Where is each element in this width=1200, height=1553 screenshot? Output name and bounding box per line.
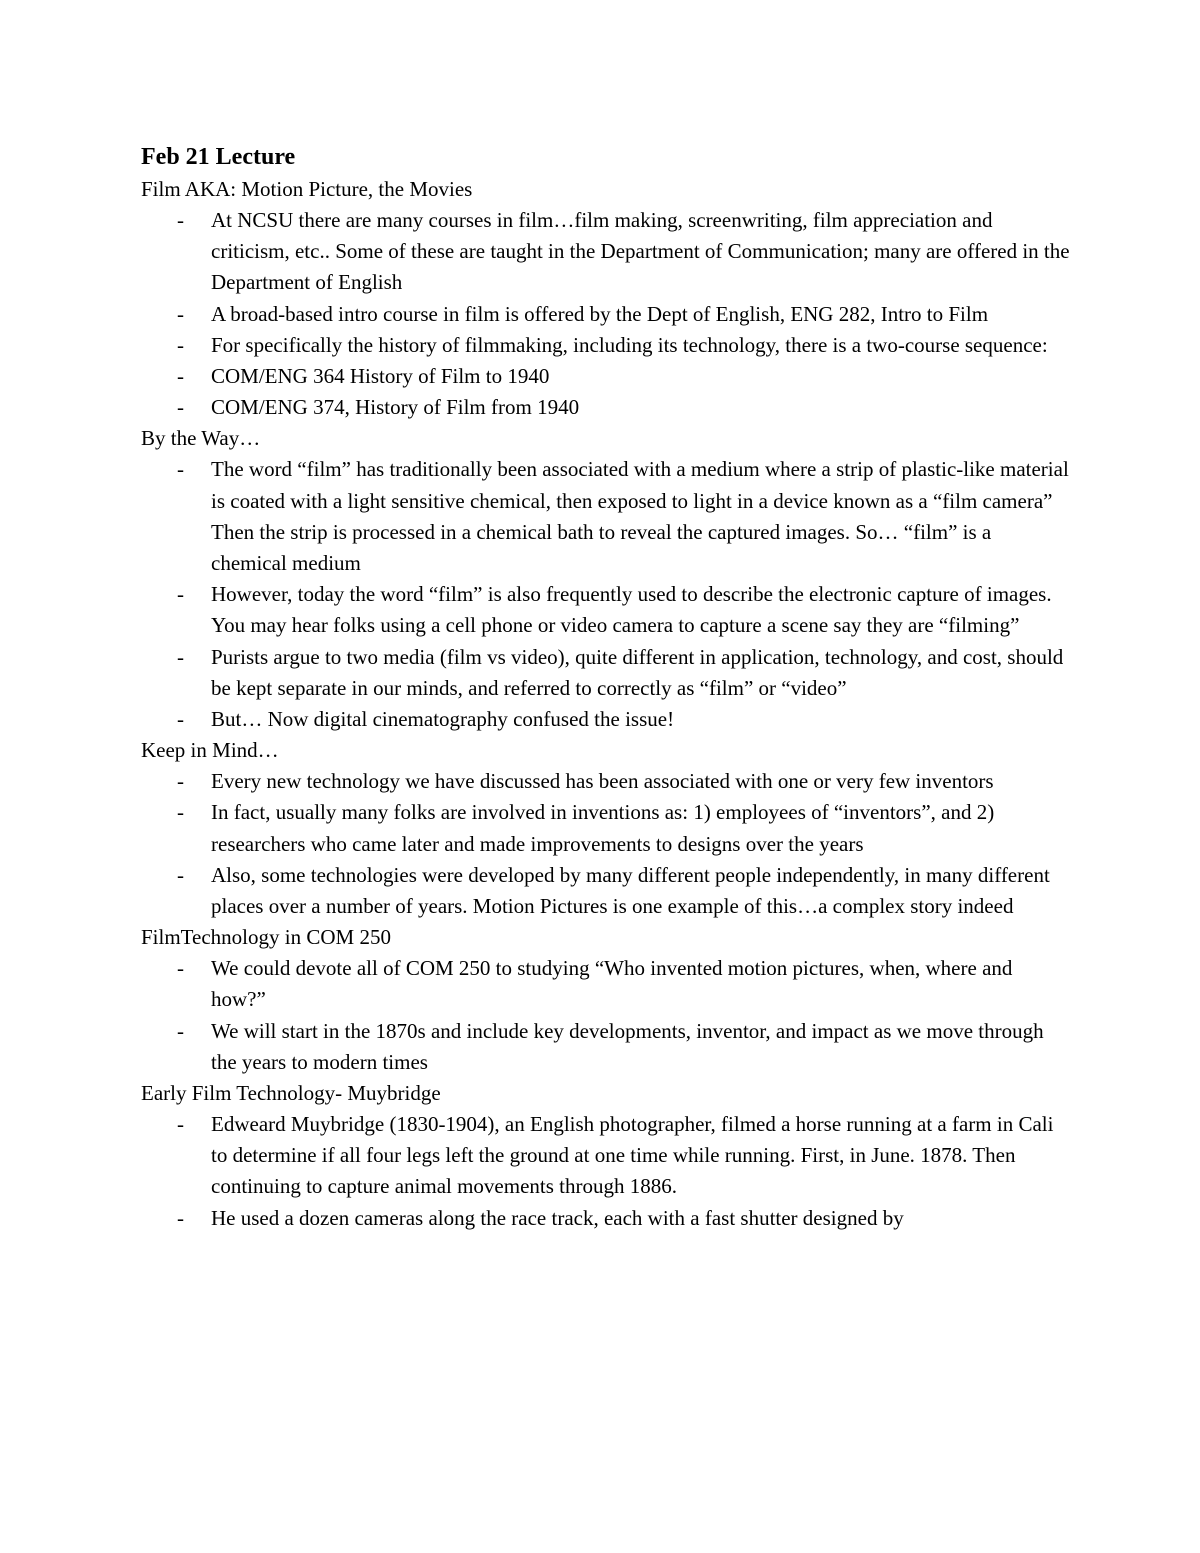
list-item-text: Every new technology we have discussed has been associated with one or very few inventors [211, 769, 994, 794]
list-item-text: Also, some technologies were developed by many different people independently, in many different places over a number of years. Motion Pictures is one example of this…a complex story indeed [211, 862, 1050, 919]
list-item [141, 642, 1071, 704]
dash-bullet-icon: - [177, 644, 184, 669]
list-item [141, 1109, 1071, 1203]
section-heading: Early Film Technology- Muybridge [141, 1081, 441, 1106]
list-item-text: However, today the word “film” is also frequently used to describe the electronic capture of images. You may hear folks using a cell phone or video camera to capture a scene say they are “filming” [211, 582, 1052, 638]
bullet-list [141, 766, 1071, 922]
notes-section [141, 423, 1071, 735]
notes-section [141, 735, 1071, 922]
notes-section [141, 1078, 1071, 1234]
section-heading: By the Way… [141, 426, 261, 451]
dash-bullet-icon: - [177, 769, 184, 794]
list-item-text: A broad-based intro course in film is offered by the Dept of English, ENG 282, Intro to Film [211, 301, 989, 326]
section-heading: Keep in Mind… [141, 738, 279, 763]
list-item [141, 361, 1071, 392]
notes-body [141, 174, 1071, 1234]
document-page [141, 140, 1071, 1234]
list-item-text: At NCSU there are many courses in film…film making, screenwriting, film appreciation and criticism, etc.. Some of these are taught in the Department of Communication; many are offered in the Department of English [211, 208, 1070, 295]
dash-bullet-icon: - [177, 1205, 184, 1230]
list-item [141, 1203, 1071, 1234]
section-heading: FilmTechnology in COM 250 [141, 925, 391, 950]
notes-section [141, 174, 1071, 423]
list-item [141, 1016, 1071, 1078]
list-item [141, 205, 1071, 299]
list-item-text: Edweard Muybridge (1830-1904), an English photographer, filmed a horse running at a farm in Cali to determine if all four legs left the ground at one time while running. First, in June. 1878. Then continuing to capture animal movements through 1886. [211, 1112, 1054, 1199]
dash-bullet-icon: - [177, 707, 184, 732]
list-item [141, 704, 1071, 735]
list-item-text: The word “film” has traditionally been associated with a medium where a strip of plastic-like material is coated with a light sensitive chemical, then exposed to light in a device known as a “film camera” Then the strip is processed in a chemical bath to reveal the captured images. So… “film” is a chemical medium [211, 457, 1069, 576]
list-item-text: We will start in the 1870s and include key developments, inventor, and impact as we move through the years to modern times [211, 1018, 1044, 1074]
list-item-text: He used a dozen cameras along the race track, each with a fast shutter designed by [211, 1205, 904, 1230]
section-heading: Film AKA: Motion Picture, the Movies [141, 177, 473, 201]
list-item [141, 299, 1071, 330]
list-item [141, 454, 1071, 579]
bullet-list [141, 205, 1071, 423]
dash-bullet-icon: - [177, 332, 184, 357]
dash-bullet-icon: - [177, 208, 184, 232]
list-item-text: But… Now digital cinematography confused the issue! [211, 707, 675, 732]
dash-bullet-icon: - [177, 457, 184, 482]
list-item-text: We could devote all of COM 250 to studying “Who invented motion pictures, when, where and how?” [211, 956, 1013, 1012]
list-item [141, 860, 1071, 922]
dash-bullet-icon: - [177, 364, 184, 389]
list-item-text: COM/ENG 364 History of Film to 1940 [211, 364, 550, 389]
list-item [141, 579, 1071, 641]
notes-section [141, 922, 1071, 1078]
dash-bullet-icon: - [177, 800, 184, 825]
dash-bullet-icon: - [177, 1112, 184, 1137]
list-item-text: COM/ENG 374, History of Film from 1940 [211, 395, 580, 420]
list-item [141, 953, 1071, 1015]
bullet-list [141, 953, 1071, 1078]
list-item-text: In fact, usually many folks are involved in inventions as: 1) employees of “inventors”, and 2) researchers who came later and made improvements to designs over the years [211, 800, 995, 856]
bullet-list [141, 1109, 1071, 1234]
list-item [141, 392, 1071, 423]
dash-bullet-icon: - [177, 582, 184, 607]
list-item [141, 766, 1071, 797]
bullet-list [141, 454, 1071, 735]
list-item [141, 330, 1071, 361]
list-item-text: Purists argue to two media (film vs video), quite different in application, technology, and cost, should be kept separate in our minds, and referred to correctly as “film” or “video” [211, 644, 1064, 700]
dash-bullet-icon: - [177, 956, 184, 981]
dash-bullet-icon: - [177, 395, 184, 420]
dash-bullet-icon: - [177, 301, 184, 326]
list-item-text: For specifically the history of filmmaking, including its technology, there is a two-course sequence: [211, 332, 1048, 357]
dash-bullet-icon: - [177, 1018, 184, 1043]
page-title: Feb 21 Lecture [141, 144, 296, 170]
dash-bullet-icon: - [177, 862, 184, 887]
list-item [141, 797, 1071, 859]
